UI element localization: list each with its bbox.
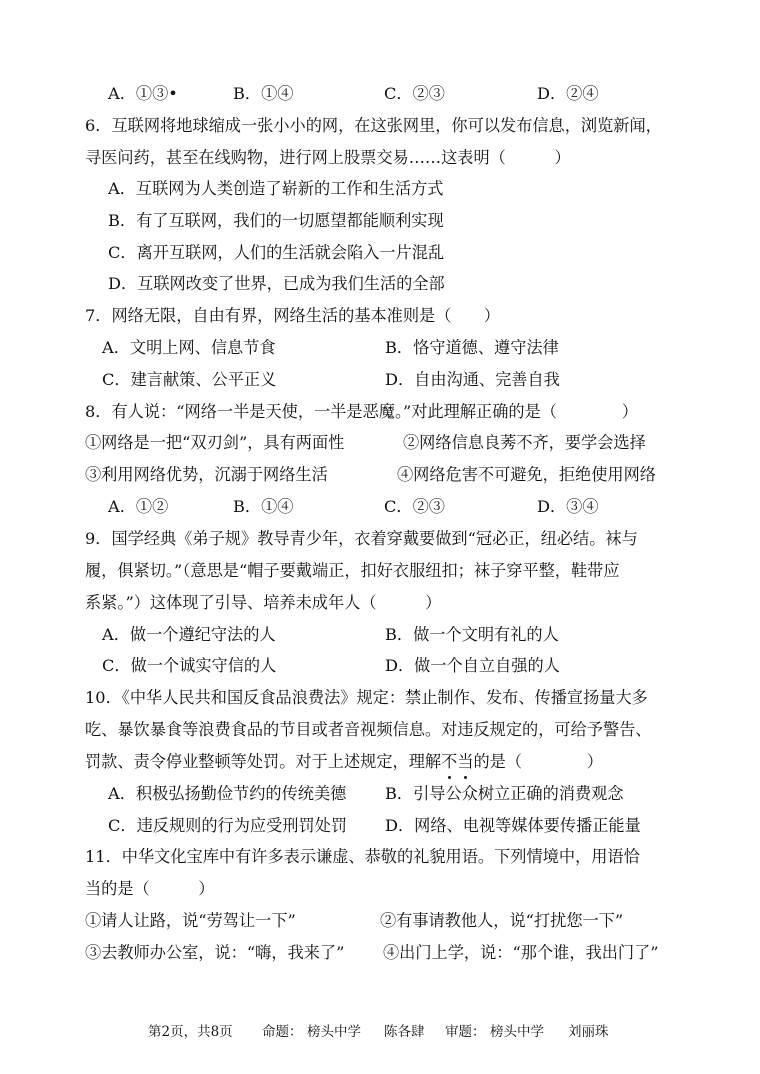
q5-option-d: D．②④ bbox=[537, 84, 599, 103]
q10-emphasis-char-2: 当 bbox=[457, 746, 473, 778]
q8-statement-4: ④网络危害不可避免，拒绝使用网络 bbox=[397, 465, 656, 484]
footer-author-name: 陈各肆 bbox=[384, 1024, 425, 1040]
q10-stem-line-2: 吃、暴饮暴食等浪费食品的节目或者音视频信息。对违反规定的，可给予警告、 bbox=[85, 720, 652, 739]
q8-stem: 8．有人说：“网络一半是天使，一半是恶魔。”对此理解正确的是（ ） bbox=[85, 402, 638, 421]
q9-option-a: A．做一个遵纪守法的人 bbox=[102, 625, 276, 644]
footer-author-school: 榜头中学 bbox=[307, 1024, 361, 1040]
q10-option-d: D．网络、电视等媒体要传播正能量 bbox=[385, 816, 641, 835]
q8-option-a: A．①② bbox=[108, 497, 169, 516]
q9-stem-line-2: 履，俱紧切。”（意思是“帽子要戴端正，扣好衣服纽扣；袜子穿平整，鞋带应 bbox=[85, 561, 620, 580]
q8-option-d: D．③④ bbox=[537, 497, 599, 516]
footer-page-number: 第2页，共8页 bbox=[148, 1024, 233, 1040]
q9-option-d: D．做一个自立自强的人 bbox=[385, 656, 560, 675]
q6-stem-line-1: 6．互联网将地球缩成一张小小的网，在这张网里，你可以发布信息，浏览新闻， bbox=[85, 116, 662, 135]
q5-option-c: C．②③ bbox=[384, 84, 445, 103]
q7-option-d: D．自由沟通、完善自我 bbox=[385, 370, 560, 389]
q11-statement-3: ③去教师办公室，说：“嗨，我来了” bbox=[85, 943, 345, 962]
q8-statement-2: ②网络信息良莠不齐，要学会选择 bbox=[403, 433, 646, 452]
q6-option-d: D．互联网改变了世界，已成为我们生活的全部 bbox=[108, 274, 445, 293]
q10-option-c: C．违反规则的行为应受刑罚处罚 bbox=[108, 816, 348, 835]
q9-stem-line-1: 9．国学经典《弟子规》教导青少年，衣着穿戴要做到“冠必正，纽必结。袜与 bbox=[85, 529, 638, 548]
q7-stem: 7．网络无限，自由有界，网络生活的基本准则是（ ） bbox=[85, 306, 500, 325]
q11-statement-4: ④出门上学，说：“那个谁，我出门了” bbox=[383, 943, 659, 962]
footer-reviewer-name: 刘丽珠 bbox=[568, 1024, 609, 1040]
q7-option-c: C．建言献策、公平正义 bbox=[102, 370, 277, 389]
q9-option-b: B．做一个文明有礼的人 bbox=[385, 625, 559, 644]
q7-option-b: B．恪守道德、遵守法律 bbox=[385, 338, 559, 357]
q5-option-b: B．①④ bbox=[233, 84, 294, 103]
q10-stem-line-3-end: 的是（ ） bbox=[473, 752, 603, 771]
q11-statement-1: ①请人让路，说“劳驾让一下” bbox=[85, 911, 296, 930]
q8-statement-3: ③利用网络优势，沉溺于网络生活 bbox=[85, 465, 328, 484]
q9-stem-line-3: 系紧。”）这体现了引导、培养未成年人（ ） bbox=[85, 593, 442, 612]
q8-statement-1: ①网络是一把“双刃剑”，具有两面性 bbox=[85, 433, 345, 452]
q8-option-b: B．①④ bbox=[233, 497, 294, 516]
q5-option-a: A．①③• bbox=[108, 84, 178, 103]
q8-option-c: C．②③ bbox=[384, 497, 445, 516]
footer-author-label: 命题： bbox=[262, 1024, 303, 1040]
q6-option-c: C．离开互联网，人们的生活就会陷入一片混乱 bbox=[108, 243, 445, 262]
q10-emphasis-char-1: 不 bbox=[441, 746, 457, 778]
page-footer bbox=[0, 1019, 760, 1045]
q10-option-a: A．积极弘扬勤俭节约的传统美德 bbox=[108, 784, 347, 803]
footer-reviewer-label: 审题： bbox=[445, 1024, 486, 1040]
q6-option-a: A．互联网为人类创造了崭新的工作和生活方式 bbox=[108, 179, 444, 198]
q10-stem-line-3-start: 罚款、责令停业整顿等处罚。对于上述规定，理解 bbox=[85, 752, 442, 771]
q6-option-b: B．有了互联网，我们的一切愿望都能顺利实现 bbox=[108, 211, 444, 230]
q7-option-a: A．文明上网、信息节食 bbox=[102, 338, 276, 357]
q6-stem-line-2: 寻医问药，甚至在线购物，进行网上股票交易……这表明（ ） bbox=[85, 148, 571, 167]
q11-stem-line-1: 11．中华文化宝库中有许多表示谦虚、恭敬的礼貌用语。下列情境中，用语恰 bbox=[85, 847, 640, 866]
q11-statement-2: ②有事请教他人，说“打扰您一下” bbox=[380, 911, 624, 930]
q11-stem-line-2: 当的是（ ） bbox=[85, 879, 215, 898]
q10-stem-line-1: 10．《中华人民共和国反食品浪费法》规定：禁止制作、发布、传播宣扬量大多 bbox=[85, 688, 648, 707]
q10-stem-line-3 bbox=[85, 746, 603, 778]
q10-option-b: B．引导公众树立正确的消费观念 bbox=[385, 784, 624, 803]
footer-reviewer-school: 榜头中学 bbox=[490, 1024, 544, 1040]
q9-option-c: C．做一个诚实守信的人 bbox=[102, 656, 277, 675]
